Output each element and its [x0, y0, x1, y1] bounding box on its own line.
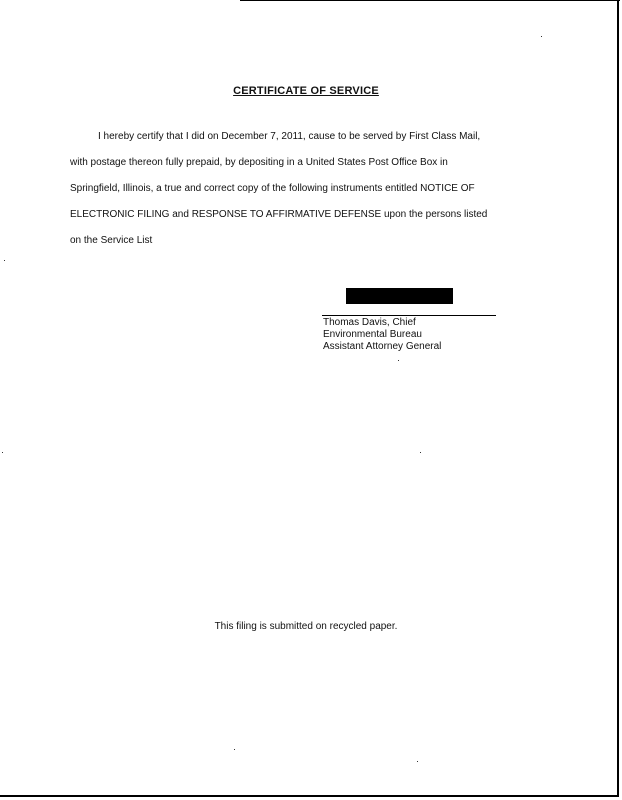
body-line: on the Service List [70, 235, 153, 246]
scan-speck [398, 360, 399, 361]
scan-speck [2, 452, 3, 453]
document-heading: CERTIFICATE OF SERVICE [233, 85, 379, 97]
scan-edge-bottom [0, 795, 619, 797]
certification-paragraph [70, 124, 550, 254]
signer-name: Thomas Davis, Chief [323, 317, 416, 328]
scan-speck [420, 452, 421, 453]
scan-edge-top [240, 0, 620, 1]
scan-speck [234, 749, 235, 750]
body-line: ELECTRONIC FILING and RESPONSE TO AFFIRMATIVE DEFENSE upon the persons listed [70, 209, 488, 220]
scan-speck [541, 36, 542, 37]
signer-office: Environmental Bureau [323, 329, 422, 340]
body-line: with postage thereon fully prepaid, by depositing in a United States Post Office Box in [70, 157, 448, 168]
scan-speck [4, 260, 5, 261]
signer-title: Assistant Attorney General [323, 341, 442, 352]
signature-block [323, 317, 441, 353]
body-line: Springfield, Illinois, a true and correct copy of the following instruments entitled NOTICE OF [70, 183, 475, 194]
redacted-signature [346, 288, 453, 304]
body-line: I hereby certify that I did on December 7, 2011, cause to be served by First Class Mail, [98, 131, 481, 142]
scan-edge-right [617, 0, 619, 797]
scan-speck [417, 761, 418, 762]
signature-line [322, 315, 496, 316]
recycled-paper-note: This filing is submitted on recycled paper. [214, 621, 398, 632]
